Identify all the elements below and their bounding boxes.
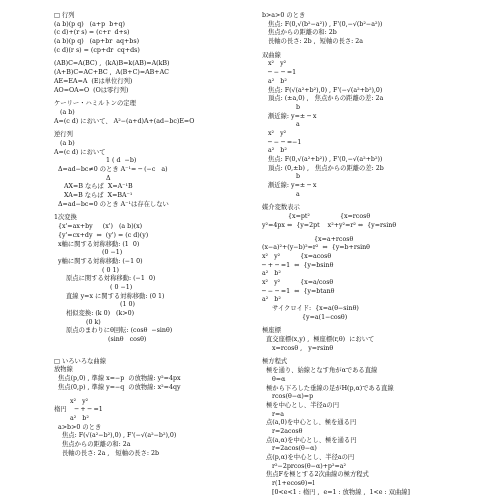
formula-line: 頂点: (0,±b) , 焦点からの距離の差: 2b [262, 164, 384, 172]
formula-line: 点(a,α)を中心とし、極を通る円 [262, 436, 357, 444]
formula-line: ─ − ─ =−1 [262, 138, 302, 146]
formula-line: AE=EA=A (Eは単位行列) [54, 77, 133, 85]
formula-line: (0 −1) [54, 249, 123, 257]
formula-line: r²−2prcos(θ−α)+p²=a² [262, 462, 347, 470]
formula-line: ─ + ─ =1 ⇔ {y=bsinθ [262, 261, 334, 269]
formula-line: (sinθ cosθ) [54, 336, 147, 344]
formula-line: r=2acos(θ−α) [262, 445, 317, 453]
formula-line: x軸に関する対称移動: (1 0) [54, 240, 140, 248]
left-column [54, 12, 250, 472]
formula-line: 長軸の長さ: 2a , 短軸の長さ: 2b [54, 449, 160, 457]
formula-line: {x'=ax+by (x') (a b)(x) [54, 223, 143, 231]
formula-line: A=(c d) において [54, 148, 106, 156]
formula-line: a² b² [262, 77, 287, 85]
formula-line: 長軸の長さ: 2b , 短軸の長さ: 2a [262, 38, 364, 46]
formula-line: {y'=cx+dy ⇔ (y') = (c d)(y) [54, 231, 149, 239]
formula-line: 直交座標(x,y) , 極座標(r,θ) において [262, 336, 375, 344]
formula-line: 焦点からの距離の和: 2b [262, 29, 337, 37]
formula-line: θ=α [262, 375, 286, 383]
formula-line: 相似変換: (k 0) (k>0) [54, 310, 135, 317]
formula-line: rcos(θ−α)=p [262, 393, 314, 401]
formula-line: (c d)+(r s) = (c+r d+s) [54, 29, 130, 37]
formula-line: b [262, 173, 301, 181]
formula-line: r=2acosθ [262, 427, 303, 435]
formula-line: 1次変換 [54, 214, 77, 222]
formula-line: x² y² {x=acosθ [262, 252, 332, 260]
formula-line: {y=a(1−cosθ) [262, 313, 348, 321]
formula-line: 原点に関する対称移動: (−1 0) [54, 275, 156, 283]
formula-line: 極を通り、始線となす角がαである直線 [262, 367, 378, 375]
formula-line: 媒介変数表示 [262, 204, 300, 212]
formula-line: ( 0 1) [54, 266, 119, 274]
formula-line: [0<e<1 : 楕円 , e=1 : 放物線 , 1<e : 双曲線] [262, 488, 410, 496]
formula-line: 楕円 ─ + ─ =1 [54, 406, 103, 414]
formula-line: x² y² {x=a/cosθ [262, 278, 334, 286]
section-heading: □ いろいろな曲線 [54, 357, 107, 365]
formula-line: b [262, 103, 301, 111]
formula-line: 極から下ろした垂線の足がH(p,α)である直線 [262, 384, 394, 392]
formula-line: 漸近線: y=± ─ x [262, 112, 317, 120]
formula-line: x=rcosθ , y=rsinθ [262, 344, 334, 352]
formula-line: (c d)(r s) = (cp+dr cq+ds) [54, 46, 140, 54]
formula-line: 焦点: F(0,√(b²−a²)) , F'(0,−√(b²−a²)) [262, 20, 383, 28]
formula-line: 1 ( d −b) [54, 157, 137, 165]
formula-line: 焦点Fを極とする2次曲線の極方程式 [262, 471, 369, 479]
formula-line: r(1+ecosθ)=l [262, 480, 315, 488]
formula-line: (A+B)C=AC+BC , A(B+C)=AB+AC [54, 69, 169, 77]
formula-line: (x−a)²+(y−b)²=r² ⇔ {y=b+rsinθ [262, 244, 370, 252]
formula-line: (a b) [54, 108, 75, 116]
formula-line: y軸に関する対称移動: (−1 0) [54, 257, 143, 265]
formula-line: 焦点: F(0,√(a²+b²)) , F'(0,−√(a²+b²)) [262, 156, 383, 163]
formula-line: 頂点: (±a,0) , 焦点からの距離の差: 2a [262, 95, 384, 103]
formula-line: (a b)(p q) (a+p b+q) [54, 20, 125, 28]
formula-line: 極座標 [262, 327, 281, 335]
formula-line: 直線 y=x に関する対称移動: (0 1) [54, 292, 165, 300]
formula-line: Δ=ad−bc≠0 のとき A⁻¹= ─ (−c a) [54, 166, 168, 173]
formula-line: 極を中心とし、半径aの円 [262, 401, 340, 409]
formula-line: A=(c d) において、 A²−(a+d)A+(ad−bc)E=O [54, 117, 195, 125]
formula-line: 焦点(0,p) , 準線 y=−q の放物線: x²=4qy [54, 383, 181, 391]
formula-line: 原点のまわりにθ回転: (cosθ −sinθ) [54, 327, 173, 335]
formula-line: y²=4px ⇔ {y=2pt x²+y²=r² ⇔ {y=rsinθ [262, 221, 397, 229]
formula-line: 焦点: F(√(a²−b²),0) , F'(−√(a²−b²),0) [54, 432, 177, 440]
formula-line: AX=B ならば X=A⁻¹B [54, 183, 133, 191]
formula-line: Δ=ad−bc=0 のとき A⁻¹は存在しない [54, 200, 169, 208]
formula-line: (0 k) [54, 318, 101, 326]
formula-line: {x=a+rcosθ [262, 235, 354, 243]
formula-line: AO=OA=O (Oは零行列) [54, 86, 129, 94]
formula-sheet [10, 8, 470, 496]
formula-line: 点(a,0)を中心とし、極を通る円 [262, 419, 357, 427]
formula-line: r=a [262, 410, 285, 418]
formula-line: (1 0) [54, 301, 135, 309]
formula-line: 極方程式 [262, 358, 288, 366]
formula-line: x² y² [262, 60, 287, 68]
formula-line: 焦点: F(√(a²+b²),0) , F'(−√(a²+b²),0) [262, 86, 383, 94]
formula-line: (a b) [54, 139, 75, 147]
formula-line: ─ − ─ =1 ⇔ {y=btanθ [262, 287, 335, 295]
right-column [262, 12, 458, 496]
formula-line: x² y² [54, 397, 89, 405]
formula-line: a² b² [262, 270, 281, 278]
formula-line: 点(p,α)を中心とし、半径aの円 [262, 454, 355, 461]
section-heading: □ 行列 [54, 12, 75, 19]
formula-line: 焦点(p,0) , 準線 x=−p の放物線: y²=4px [54, 375, 181, 383]
formula-line: XA=B ならば X=BA⁻¹ [54, 192, 133, 200]
formula-line: a² b² [262, 147, 287, 155]
formula-line: a>b>0 のとき [54, 423, 102, 431]
formula-line: (a b)(p q) (ap+br aq+bs) [54, 38, 140, 46]
formula-line: Δ [54, 174, 111, 182]
formula-line: {x=pt² {x=rcosθ [262, 213, 371, 221]
formula-line: b>a>0 のとき [262, 12, 306, 19]
formula-line: ( 0 −1) [54, 283, 133, 291]
formula-line: 逆行列 [54, 131, 73, 139]
formula-line: x² y² [262, 129, 287, 137]
formula-line: ケーリー・ハミルトンの定理 [54, 100, 136, 108]
formula-line: (AB)C=A(BC) , (kA)B=k(AB)=A(kB) [54, 60, 170, 68]
formula-line: 放物線 [54, 366, 73, 374]
formula-line: サイクロイド: {x=a(θ−sinθ) [262, 305, 359, 312]
formula-line: a [262, 121, 300, 129]
formula-line: a² b² [54, 414, 89, 422]
formula-line: a [262, 190, 300, 198]
formula-line: 漸近線: y=± ─ x [262, 182, 317, 190]
formula-line: 焦点からの距離の和: 2a [54, 440, 131, 448]
formula-line: ─ − ─ =1 [262, 69, 297, 77]
formula-line [54, 350, 250, 355]
formula-line: 双曲線 [262, 51, 281, 59]
formula-line: a² b² [262, 296, 281, 304]
